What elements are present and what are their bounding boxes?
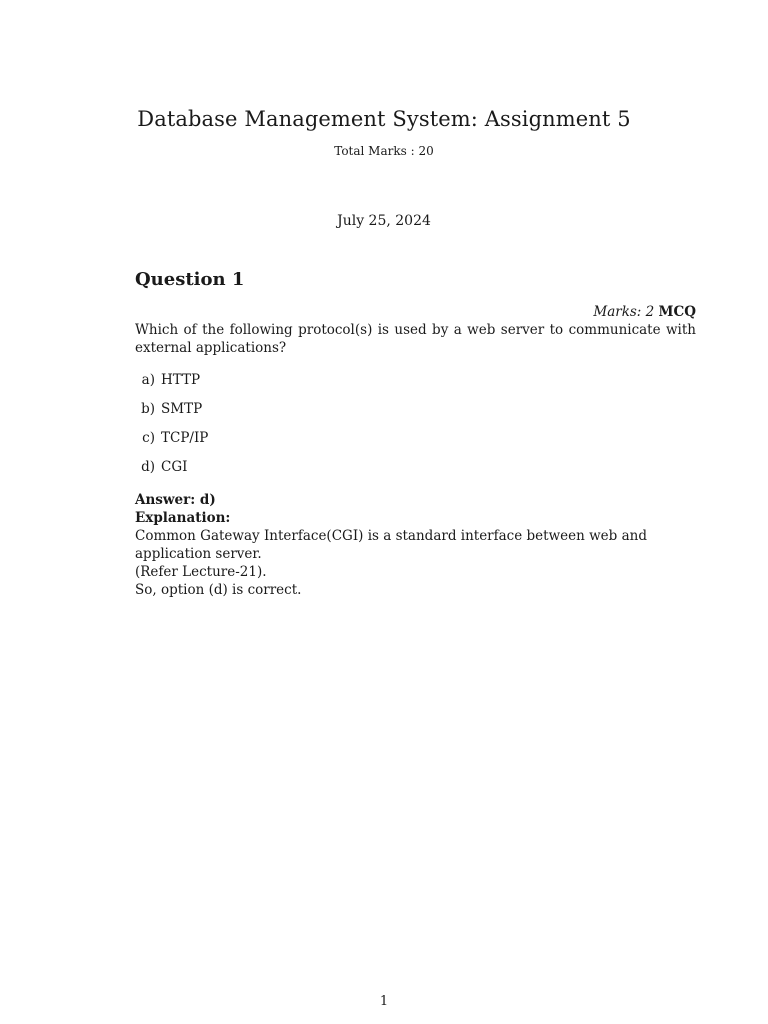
page-number: 1: [379, 994, 389, 1009]
option-text: SMTP: [161, 401, 203, 417]
option-key: a): [141, 372, 155, 388]
document-title: Database Management System: Assignment 5: [137, 107, 631, 131]
option-text: CGI: [161, 459, 188, 475]
explanation-line: Common Gateway Interface(CGI) is a standard interface between web and application server.: [135, 528, 647, 562]
total-marks: Total Marks : 20: [334, 144, 434, 158]
option-key: d): [141, 459, 155, 475]
question-heading: Question 1: [135, 269, 245, 290]
answer-label: Answer: d): [135, 492, 216, 508]
explanation-line: (Refer Lecture-21).: [135, 564, 267, 580]
option-text: HTTP: [161, 372, 201, 388]
answer-block: [135, 491, 703, 599]
option-b: [135, 400, 208, 429]
marks-line: [593, 303, 696, 321]
option-d: [135, 458, 208, 487]
question-type: MCQ: [658, 304, 696, 320]
explanation-label: Explanation:: [135, 510, 231, 526]
marks-label: Marks: 2: [593, 304, 655, 320]
options-list: [135, 371, 208, 487]
document-date: July 25, 2024: [337, 213, 431, 229]
explanation-line: So, option (d) is correct.: [135, 582, 302, 598]
question-text: Which of the following protocol(s) is used by a web server to communicate with external applications?: [135, 322, 696, 356]
option-a: [135, 371, 208, 400]
option-text: TCP/IP: [161, 430, 209, 446]
option-key: c): [142, 430, 155, 446]
option-c: [135, 429, 208, 458]
option-key: b): [141, 401, 155, 417]
